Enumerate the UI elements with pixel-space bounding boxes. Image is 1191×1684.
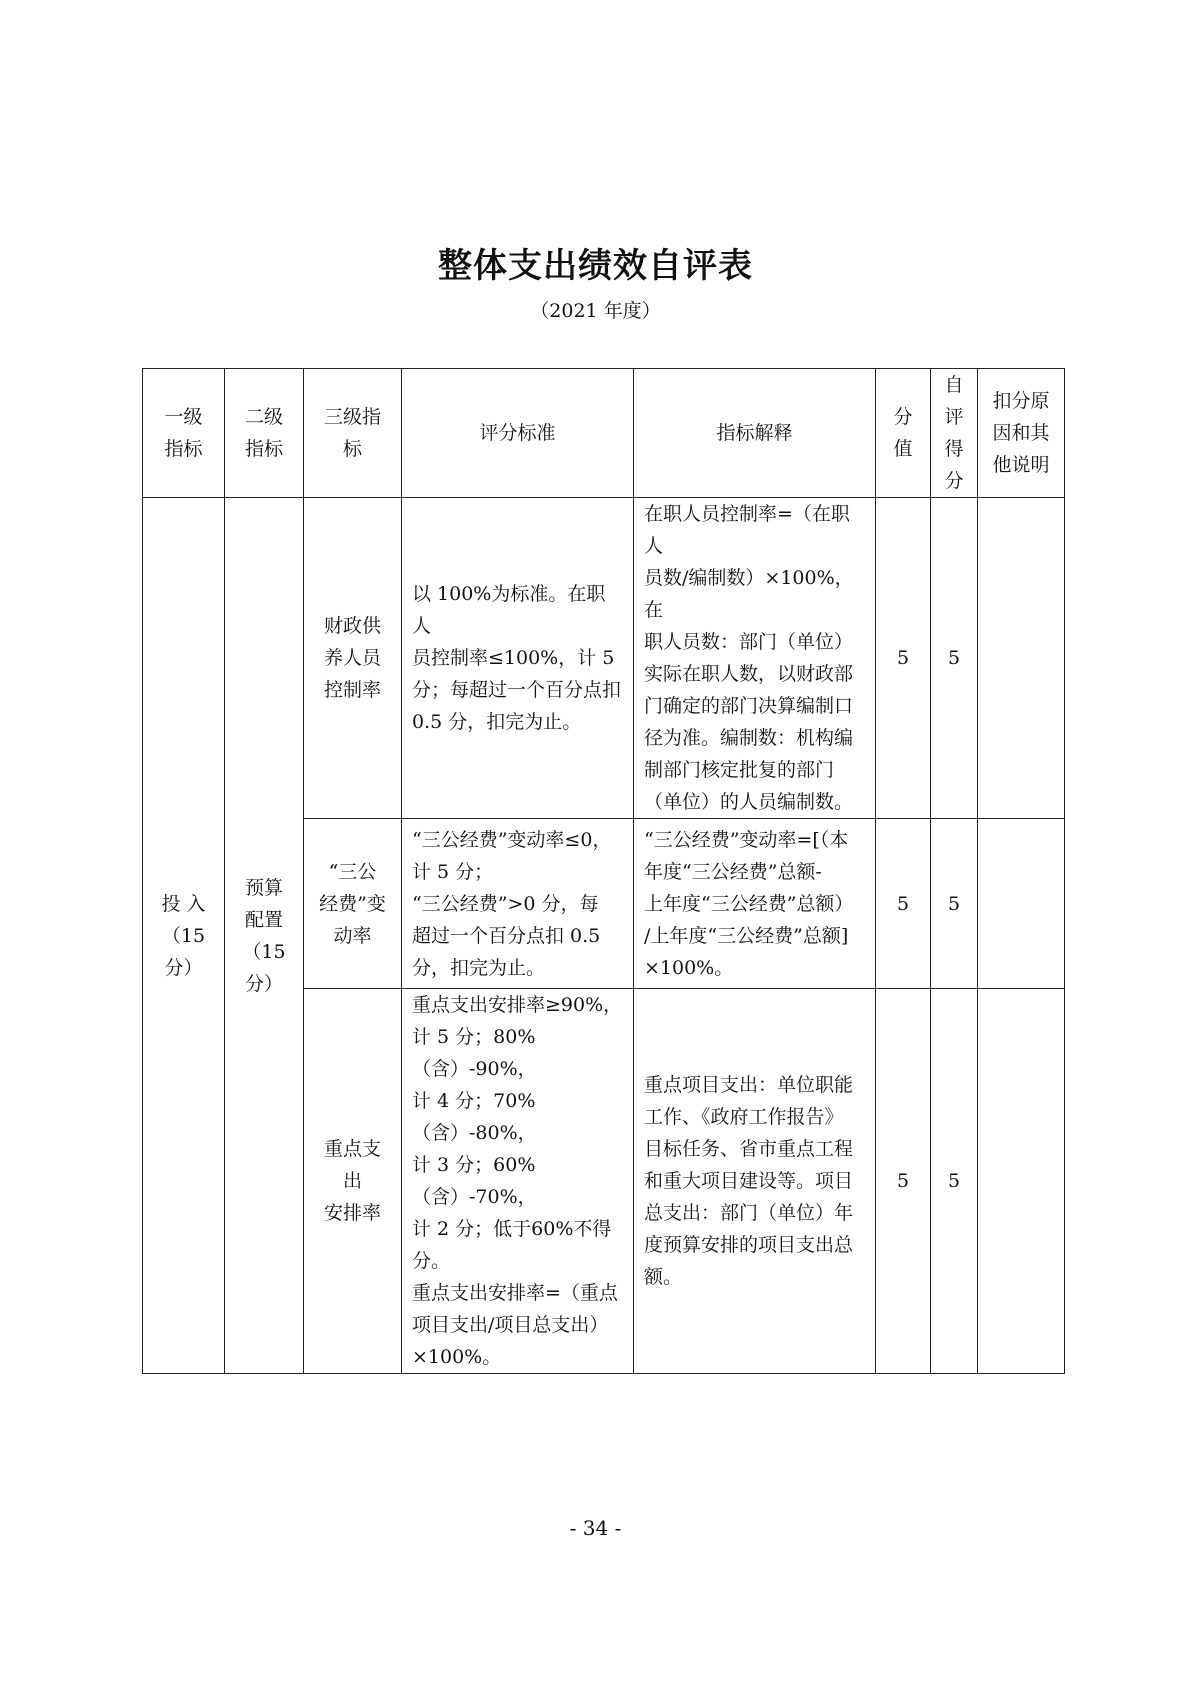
explanation-cell: 在职人员控制率=（在职人 员数/编制数）×100%，在 职人员数：部门（单位） 实际在职人数，以财政部 门确定的部门决算编制口 径为准。编制数：机构编 制部门核定批复的部门 （单位）的人员编制数。 bbox=[634, 498, 876, 819]
remarks-cell bbox=[978, 498, 1065, 819]
points-cell: 5 bbox=[876, 989, 931, 1374]
header-level2: 二级 指标 bbox=[225, 369, 304, 498]
points-cell: 5 bbox=[876, 498, 931, 819]
criteria-cell: 以 100%为标准。在职人 员控制率≤100%，计 5 分；每超过一个百分点扣 0.5 分，扣完为止。 bbox=[402, 498, 634, 819]
points-cell: 5 bbox=[876, 819, 931, 989]
header-criteria: 评分标准 bbox=[402, 369, 634, 498]
header-points: 分 值 bbox=[876, 369, 931, 498]
self-score-cell: 5 bbox=[931, 989, 978, 1374]
page-number: - 34 - bbox=[569, 1516, 622, 1540]
level3-cell: 财政供 养人员 控制率 bbox=[304, 498, 402, 819]
page-subtitle: （2021 年度） bbox=[530, 300, 661, 322]
level1-cell: 投 入 （15 分） bbox=[143, 498, 225, 1374]
header-explanation: 指标解释 bbox=[634, 369, 876, 498]
level3-cell: “三公 经费”变 动率 bbox=[304, 819, 402, 989]
page-title: 整体支出绩效自评表 bbox=[438, 246, 753, 286]
remarks-cell bbox=[978, 819, 1065, 989]
header-level1: 一级 指标 bbox=[143, 369, 225, 498]
evaluation-table bbox=[142, 368, 1065, 1374]
criteria-cell: 重点支出安排率≥90%， 计 5 分；80%（含）-90%， 计 4 分；70%（含）-80%， 计 3 分；60%（含）-70%， 计 2 分；低于60%不得分。 重点支出安排率=（重点 项目支出/项目总支出） ×100%。 bbox=[402, 989, 634, 1374]
remarks-cell bbox=[978, 989, 1065, 1374]
self-score-cell: 5 bbox=[931, 498, 978, 819]
criteria-cell: “三公经费”变动率≤0， 计 5 分； “三公经费”>0 分，每 超过一个百分点扣 0.5 分，扣完为止。 bbox=[402, 819, 634, 989]
explanation-cell: 重点项目支出：单位职能 工作、《政府工作报告》 目标任务、省市重点工程 和重大项目建设等。项目 总支出：部门（单位）年 度预算安排的项目支出总 额。 bbox=[634, 989, 876, 1374]
level3-cell: 重点支 出 安排率 bbox=[304, 989, 402, 1374]
header-row bbox=[143, 369, 1065, 498]
self-score-cell: 5 bbox=[931, 819, 978, 989]
header-remarks: 扣分原 因和其 他说明 bbox=[978, 369, 1065, 498]
level2-cell: 预算 配置 （15 分） bbox=[225, 498, 304, 1374]
header-level3: 三级指 标 bbox=[304, 369, 402, 498]
header-self-score: 自 评 得 分 bbox=[931, 369, 978, 498]
explanation-cell: “三公经费”变动率=[（本 年度“三公经费”总额- 上年度“三公经费”总额） /上年度“三公经费”总额] ×100%。 bbox=[634, 819, 876, 989]
table-row bbox=[143, 498, 1065, 819]
